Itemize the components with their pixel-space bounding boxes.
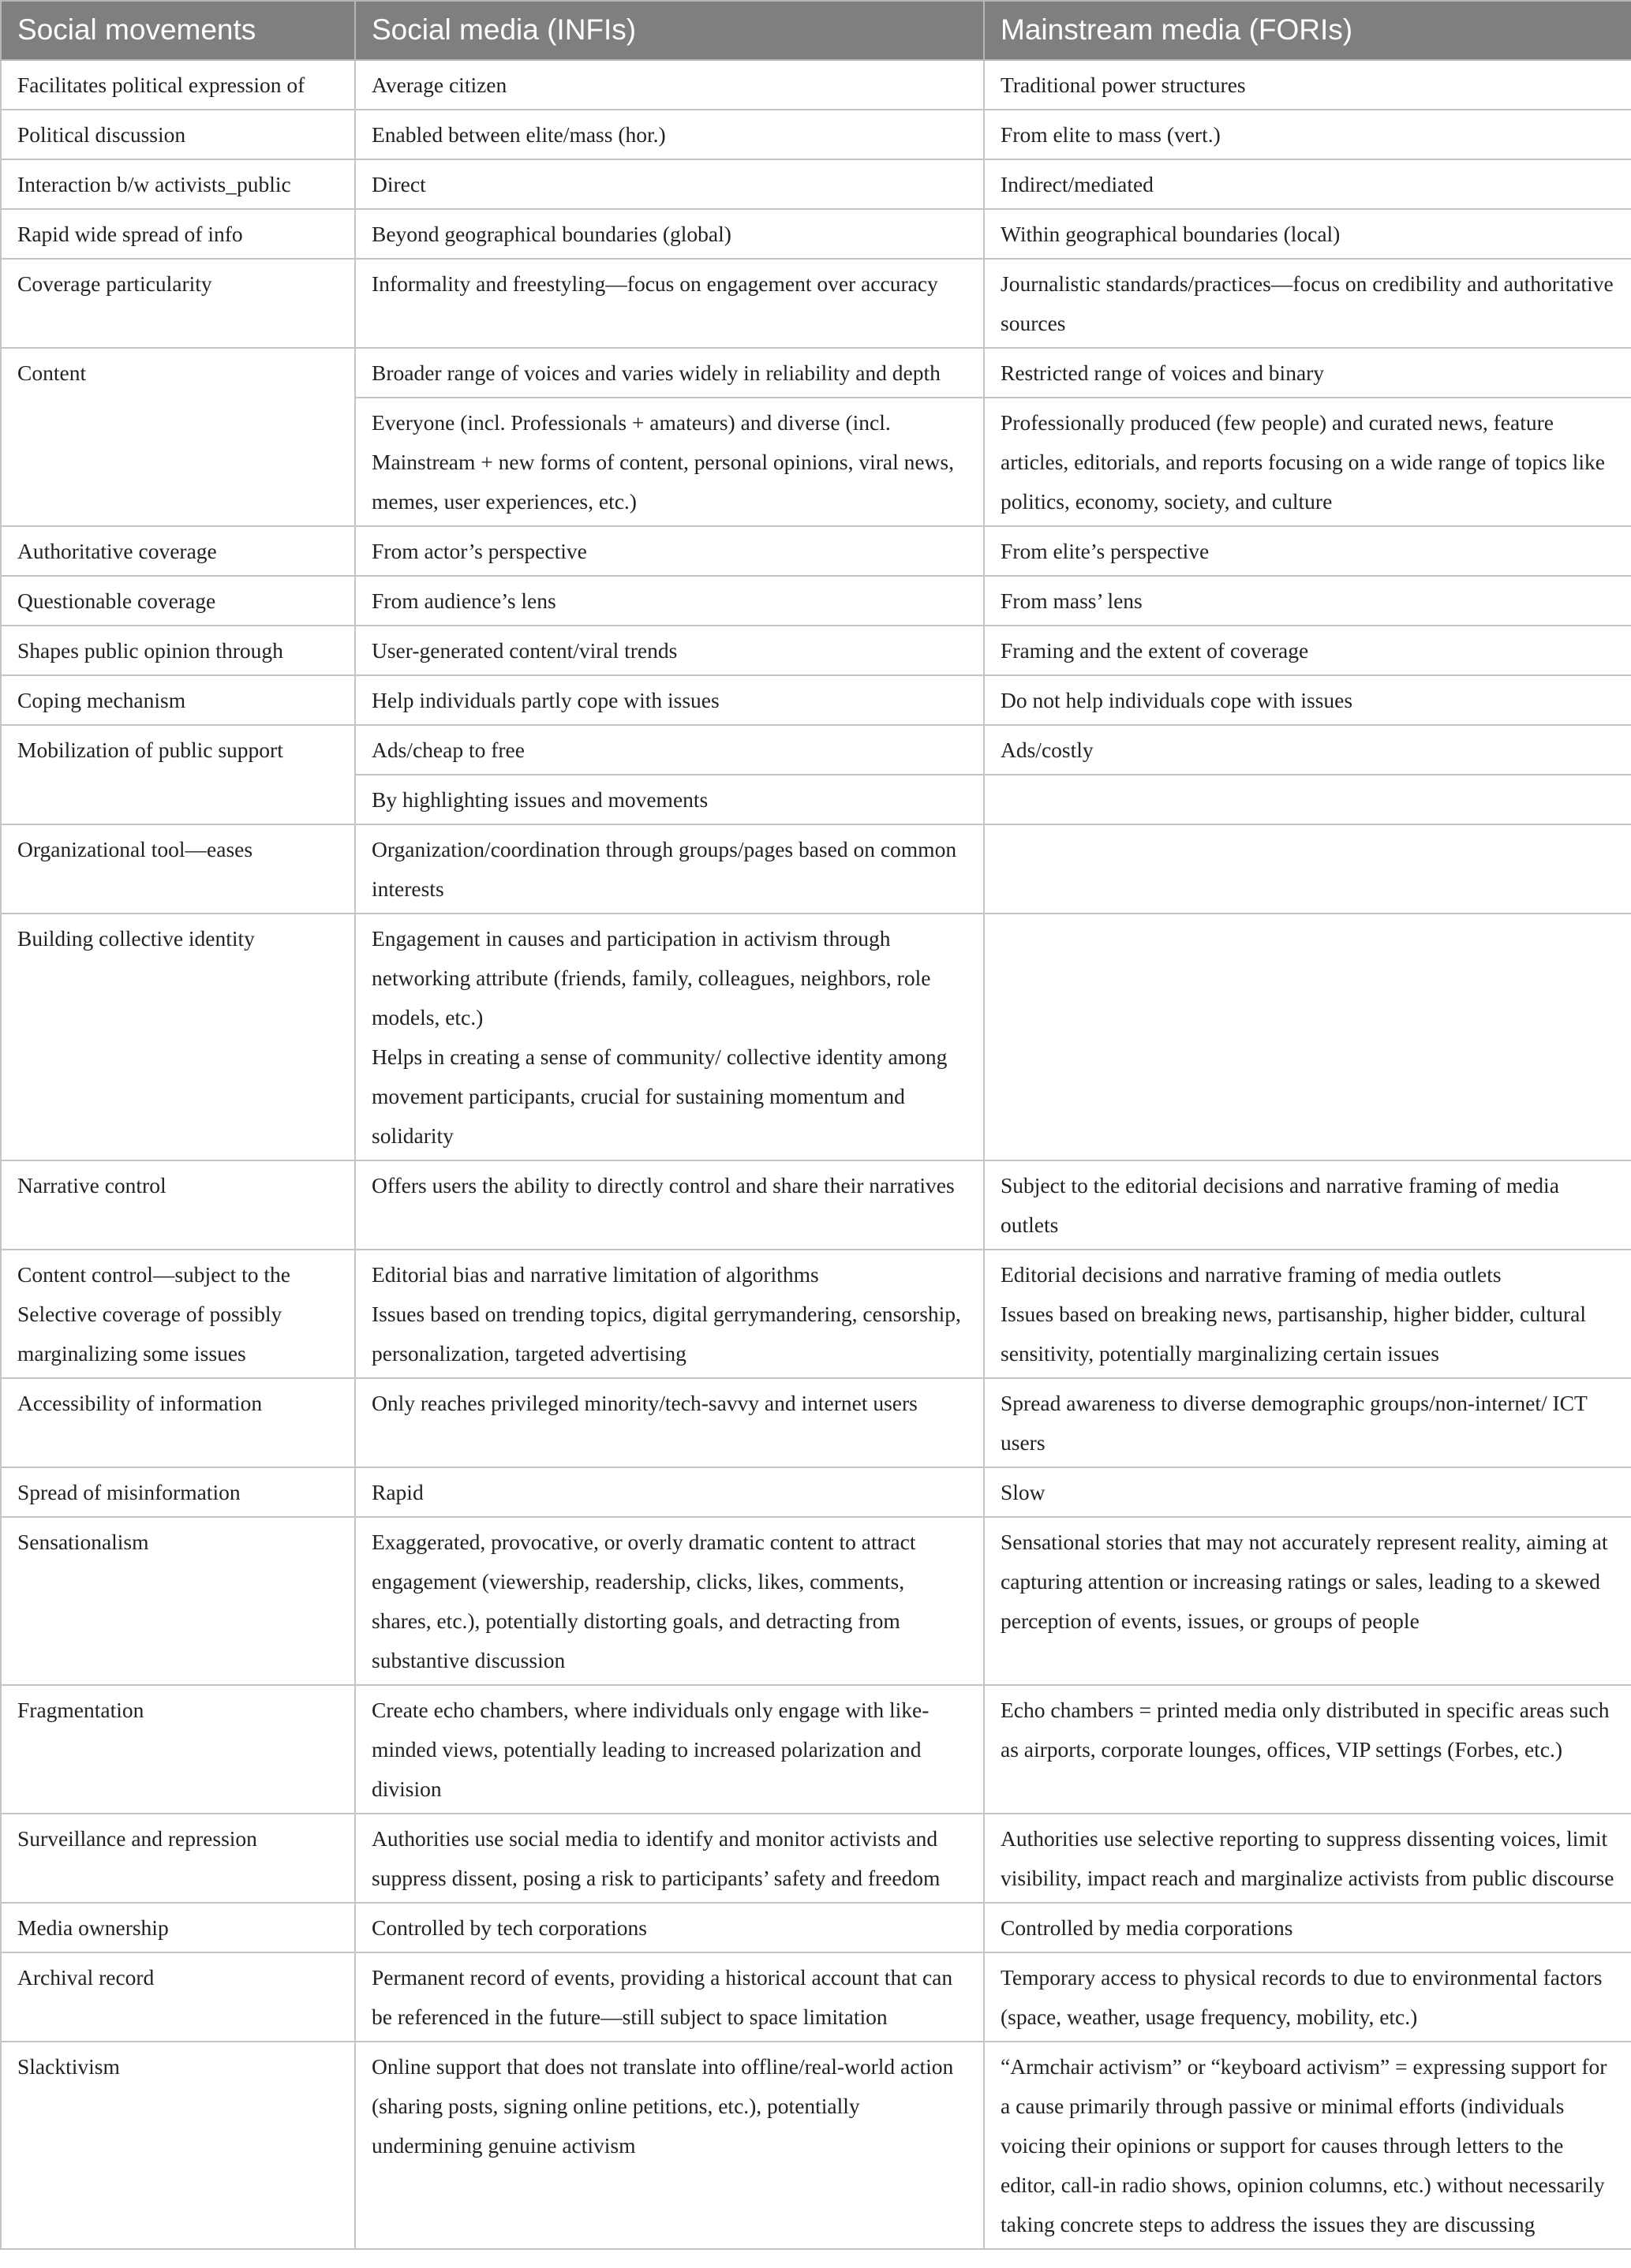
table-row	[1, 626, 1631, 675]
social-media-cell	[355, 398, 984, 526]
cell-text: Questionable coverage	[17, 588, 216, 613]
mainstream-media-cell	[984, 824, 1631, 914]
aspect-cell	[1, 725, 355, 824]
header-social-media: Social media (INFIs)	[355, 1, 984, 60]
table-row	[1, 259, 1631, 348]
mainstream-media-cell	[984, 159, 1631, 209]
cell-text: Echo chambers = printed media only distributed in specific areas such as airports, corporate lounges, offices, VIP settings (Forbes, etc.)	[1001, 1698, 1610, 1762]
table-row	[1, 1685, 1631, 1814]
cell-text: Accessibility of information	[17, 1391, 263, 1415]
cell-text: Interaction b/w activists_public	[17, 172, 291, 196]
aspect-cell	[1, 914, 355, 1160]
aspect-cell	[1, 675, 355, 725]
cell-text: Rapid wide spread of info	[17, 222, 243, 246]
table-row	[1, 1467, 1631, 1517]
cell-text: Everyone (incl. Professionals + amateurs) and diverse (incl. Mainstream + new forms of content, personal opinions, viral news, memes, user experiences, etc.)	[372, 410, 954, 514]
cell-text: Content	[17, 361, 87, 385]
table-row	[1, 1903, 1631, 1952]
aspect-cell	[1, 259, 355, 348]
table-row	[1, 1250, 1631, 1378]
social-media-cell	[355, 1250, 984, 1378]
social-media-cell	[355, 1517, 984, 1685]
cell-text: Media ownership	[17, 1915, 169, 1940]
table-row	[1, 1160, 1631, 1250]
social-media-cell	[355, 675, 984, 725]
mainstream-media-cell	[984, 348, 1631, 398]
cell-text: Direct	[372, 172, 426, 196]
social-media-cell	[355, 110, 984, 159]
mainstream-media-cell	[984, 1378, 1631, 1467]
aspect-cell	[1, 348, 355, 526]
cell-text: Indirect/mediated	[1001, 172, 1154, 196]
cell-text: Rapid	[372, 1480, 424, 1504]
aspect-cell	[1, 576, 355, 626]
mainstream-media-cell	[984, 626, 1631, 675]
cell-text: Sensational stories that may not accurately represent reality, aiming at capturing attention or increasing ratings or sales, leading to a skewed perception of events, issues, or groups of people	[1001, 1530, 1608, 1633]
cell-text: From mass’ lens	[1001, 588, 1143, 613]
aspect-cell	[1, 1467, 355, 1517]
cell-text: Editorial decisions and narrative framing of media outlets	[1001, 1262, 1502, 1287]
table-row	[1, 348, 1631, 398]
mainstream-media-cell	[984, 2042, 1631, 2249]
table-row	[1, 1517, 1631, 1685]
cell-text: Journalistic standards/practices—focus on credibility and authoritative sources	[1001, 271, 1614, 335]
cell-text: Helps in creating a sense of community/ collective identity among movement participants, crucial for sustaining momentum and solidarity	[372, 1044, 948, 1148]
cell-text: “Armchair activism” or “keyboard activism” = expressing support for a cause primarily through passive or minimal efforts (individuals voicing their opinions or support for causes through letters to the editor, call-in radio shows, opinion columns, etc.) without necessarily taking concrete steps to address the issues they are discussing	[1001, 2054, 1607, 2236]
cell-text: Traditional power structures	[1001, 73, 1246, 97]
cell-text: Create echo chambers, where individuals only engage with like-minded views, potentially leading to increased polarization and division	[372, 1698, 930, 1801]
mainstream-media-cell	[984, 1814, 1631, 1903]
table-row	[1, 110, 1631, 159]
cell-text: Political discussion	[17, 122, 186, 147]
cell-text: Spread of misinformation	[17, 1480, 241, 1504]
cell-text: Help individuals partly cope with issues	[372, 688, 720, 712]
cell-text: Ads/costly	[1001, 738, 1094, 762]
cell-text: Temporary access to physical records to due to environmental factors (space, weather, usage frequency, mobility, etc.)	[1001, 1965, 1603, 2029]
table-row	[1, 159, 1631, 209]
social-media-cell	[355, 1685, 984, 1814]
aspect-cell	[1, 1378, 355, 1467]
cell-text: From elite to mass (vert.)	[1001, 122, 1221, 147]
cell-text: Slow	[1001, 1480, 1046, 1504]
aspect-cell	[1, 2042, 355, 2249]
mainstream-media-cell	[984, 725, 1631, 775]
aspect-cell	[1, 159, 355, 209]
social-media-cell	[355, 1952, 984, 2042]
cell-text: Only reaches privileged minority/tech-savvy and internet users	[372, 1391, 918, 1415]
cell-text: Exaggerated, provocative, or overly dramatic content to attract engagement (viewership, readership, clicks, likes, comments, shares, etc.), potentially distorting goals, and detracting from substantive discussion	[372, 1530, 916, 1672]
cell-text: Authorities use selective reporting to suppress dissenting voices, limit visibility, impact reach and marginalize activists from public discourse	[1001, 1826, 1614, 1890]
cell-text: Issues based on trending topics, digital gerrymandering, censorship, personalization, targeted advertising	[372, 1302, 961, 1366]
cell-text: Informality and freestyling—focus on engagement over accuracy	[372, 271, 938, 296]
cell-text: Editorial bias and narrative limitation of algorithms	[372, 1262, 819, 1287]
aspect-cell	[1, 1685, 355, 1814]
header-social-movements: Social movements	[1, 1, 355, 60]
social-media-cell	[355, 1378, 984, 1467]
mainstream-media-cell	[984, 914, 1631, 1160]
cell-text: Within geographical boundaries (local)	[1001, 222, 1341, 246]
table-row	[1, 209, 1631, 259]
cell-text: Enabled between elite/mass (hor.)	[372, 122, 666, 147]
cell-text: From elite’s perspective	[1001, 539, 1210, 563]
aspect-cell	[1, 824, 355, 914]
mainstream-media-cell	[984, 1685, 1631, 1814]
cell-text: Issues based on breaking news, partisanship, higher bidder, cultural sensitivity, potentially marginalizing certain issues	[1001, 1302, 1586, 1366]
mainstream-media-cell	[984, 1160, 1631, 1250]
table-row	[1, 1814, 1631, 1903]
mainstream-media-cell	[984, 526, 1631, 576]
table-row	[1, 1952, 1631, 2042]
cell-text: Framing and the extent of coverage	[1001, 638, 1309, 663]
mainstream-media-cell	[984, 1952, 1631, 2042]
social-media-cell	[355, 626, 984, 675]
cell-text: Offers users the ability to directly control and share their narratives	[372, 1173, 955, 1198]
aspect-cell	[1, 1517, 355, 1685]
mainstream-media-cell	[984, 675, 1631, 725]
cell-text: Average citizen	[372, 73, 507, 97]
social-media-cell	[355, 209, 984, 259]
social-media-cell	[355, 1160, 984, 1250]
social-media-cell	[355, 576, 984, 626]
cell-text: Surveillance and repression	[17, 1826, 257, 1851]
cell-text: Do not help individuals cope with issues	[1001, 688, 1353, 712]
table-row	[1, 824, 1631, 914]
social-media-cell	[355, 775, 984, 824]
cell-text: From audience’s lens	[372, 588, 556, 613]
aspect-cell	[1, 1814, 355, 1903]
social-media-cell	[355, 259, 984, 348]
social-media-cell	[355, 526, 984, 576]
table-row	[1, 1378, 1631, 1467]
cell-text: Content control—subject to the Selective coverage of possibly marginalizing some issues	[17, 1262, 290, 1366]
table-row	[1, 675, 1631, 725]
table-body	[1, 60, 1631, 2249]
cell-text: User-generated content/viral trends	[372, 638, 678, 663]
header-mainstream-media: Mainstream media (FORIs)	[984, 1, 1631, 60]
aspect-cell	[1, 60, 355, 110]
cell-text: Coping mechanism	[17, 688, 186, 712]
cell-text: Organizational tool—eases	[17, 837, 253, 861]
table-row	[1, 2042, 1631, 2249]
cell-text: Broader range of voices and varies widely in reliability and depth	[372, 361, 941, 385]
mainstream-media-cell	[984, 1903, 1631, 1952]
aspect-cell	[1, 526, 355, 576]
social-media-cell	[355, 348, 984, 398]
mainstream-media-cell	[984, 209, 1631, 259]
aspect-cell	[1, 1250, 355, 1378]
aspect-cell	[1, 110, 355, 159]
social-media-cell	[355, 2042, 984, 2249]
table-row	[1, 526, 1631, 576]
cell-text: Organization/coordination through groups/pages based on common interests	[372, 837, 957, 901]
table-row	[1, 60, 1631, 110]
table-row	[1, 725, 1631, 775]
aspect-cell	[1, 1952, 355, 2042]
cell-text: Authorities use social media to identify and monitor activists and suppress dissent, posing a risk to participants’ safety and freedom	[372, 1826, 941, 1890]
aspect-cell	[1, 209, 355, 259]
table-row	[1, 576, 1631, 626]
cell-text: By highlighting issues and movements	[372, 787, 709, 812]
social-media-cell	[355, 60, 984, 110]
mainstream-media-cell	[984, 259, 1631, 348]
cell-text: Building collective identity	[17, 926, 255, 951]
social-media-cell	[355, 159, 984, 209]
social-media-cell	[355, 824, 984, 914]
cell-text: Subject to the editorial decisions and narrative framing of media outlets	[1001, 1173, 1559, 1237]
cell-text: Ads/cheap to free	[372, 738, 525, 762]
cell-text: Sensationalism	[17, 1530, 149, 1554]
aspect-cell	[1, 1903, 355, 1952]
social-media-cell	[355, 725, 984, 775]
mainstream-media-cell	[984, 60, 1631, 110]
cell-text: Restricted range of voices and binary	[1001, 361, 1325, 385]
cell-text: Narrative control	[17, 1173, 166, 1198]
cell-text: Online support that does not translate into offline/real-world action (sharing posts, signing online petitions, etc.), potentially undermining genuine activism	[372, 2054, 954, 2158]
aspect-cell	[1, 1160, 355, 1250]
social-media-cell	[355, 914, 984, 1160]
mainstream-media-cell	[984, 1467, 1631, 1517]
cell-text: Slacktivism	[17, 2054, 120, 2079]
cell-text: Facilitates political expression of	[17, 73, 305, 97]
cell-text: Coverage particularity	[17, 271, 212, 296]
mainstream-media-cell	[984, 775, 1631, 824]
cell-text: From actor’s perspective	[372, 539, 587, 563]
table-header	[1, 1, 1631, 60]
cell-text: Spread awareness to diverse demographic groups/non-internet/ ICT users	[1001, 1391, 1588, 1455]
social-media-cell	[355, 1903, 984, 1952]
cell-text: Fragmentation	[17, 1698, 144, 1722]
cell-text: Controlled by tech corporations	[372, 1915, 648, 1940]
cell-text: Mobilization of public support	[17, 738, 283, 762]
mainstream-media-cell	[984, 398, 1631, 526]
social-media-cell	[355, 1467, 984, 1517]
table-row	[1, 914, 1631, 1160]
mainstream-media-cell	[984, 576, 1631, 626]
mainstream-media-cell	[984, 1250, 1631, 1378]
cell-text: Engagement in causes and participation in activism through networking attribute (friends, family, colleagues, neighbors, role models, etc.)	[372, 926, 931, 1029]
social-media-cell	[355, 1814, 984, 1903]
mainstream-media-cell	[984, 110, 1631, 159]
cell-text: Permanent record of events, providing a historical account that can be referenced in the future—still subject to space limitation	[372, 1965, 953, 2029]
cell-text: Shapes public opinion through	[17, 638, 283, 663]
mainstream-media-cell	[984, 1517, 1631, 1685]
cell-text: Authoritative coverage	[17, 539, 217, 563]
aspect-cell	[1, 626, 355, 675]
cell-text: Professionally produced (few people) and curated news, feature articles, editorials, and reports focusing on a wide range of topics like politics, economy, society, and culture	[1001, 410, 1605, 514]
cell-text: Archival record	[17, 1965, 155, 1990]
header-row	[1, 1, 1631, 60]
cell-text: Controlled by media corporations	[1001, 1915, 1293, 1940]
cell-text: Beyond geographical boundaries (global)	[372, 222, 731, 246]
